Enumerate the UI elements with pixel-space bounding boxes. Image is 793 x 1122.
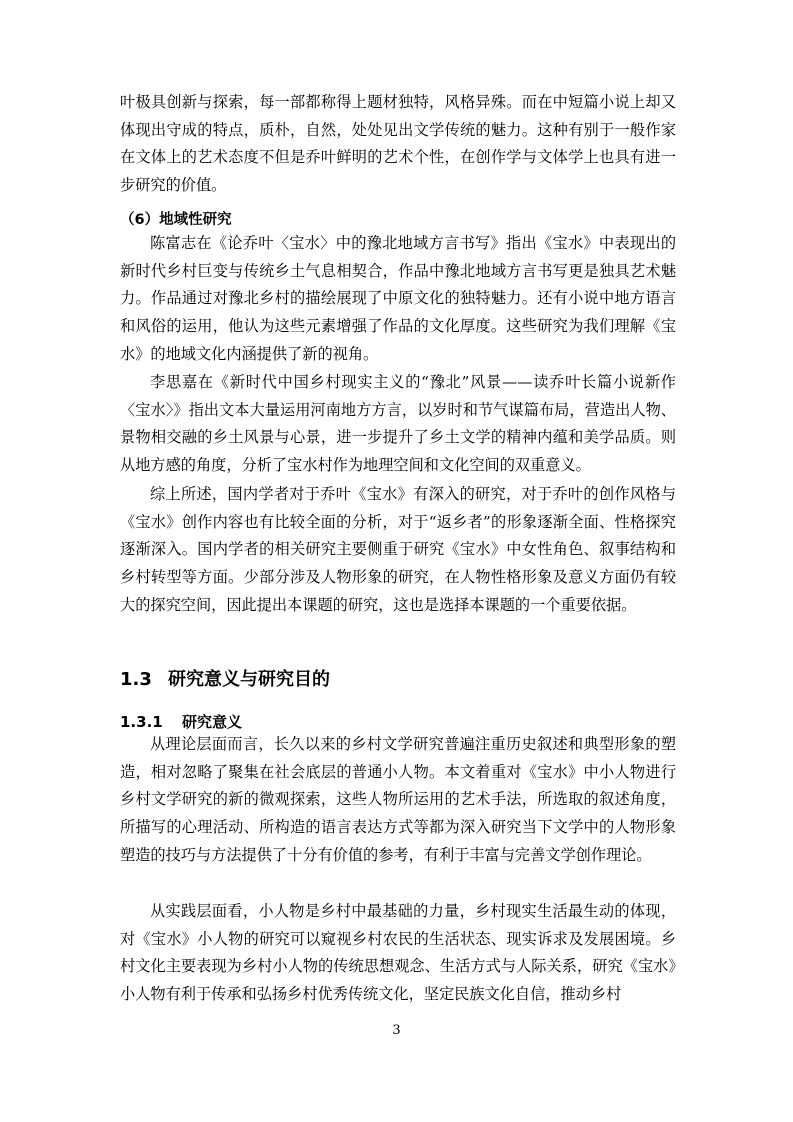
- section-title: 研究意义与研究目的: [168, 669, 330, 690]
- paragraph-summary: 综上所述，国内学者对于乔叶《宝水》有深入的研究，对于乔叶的创作风格与《宝水》创作内容也有比较全面的分析，对于“返乡者”的形象逐渐全面、性格探究逐渐深入。国内学者的相关研究主要侧重于研究《宝水》中女性角色、叙事结构和乡村转型等方面。少部分涉及人物形象的研究，在人物性格形象及意义方面仍有较大的探究空间，因此提出本课题的研究，这也是选择本课题的一个重要依据。: [120, 485, 676, 614]
- paragraph-chen-fuzhi: 陈富志在《论乔叶〈宝水〉中的豫北地域方言书写》指出《宝水》中表现出的新时代乡村巨变与传统乡土气息相契合，作品中豫北地域方言书写更是独具艺术魅力。作品通过对豫北乡村的描绘展现了中原文化的独特魅力。还有小说中地方语言和风俗的运用，他认为这些元素增强了作品的文化厚度。这些研究为我们理解《宝水》的地域文化内涵提供了新的视角。: [120, 234, 676, 363]
- subheading-regional-research: （6）地域性研究: [120, 212, 232, 228]
- paragraph-practical-significance: 从实践层面看，小人物是乡村中最基础的力量，乡村现实生活最生动的体现，对《宝水》小人物的研究可以窥视乡村农民的生活状态、现实诉求及发展困境。乡村文化主要表现为乡村小人物的传统思想观念、生活方式与人际关系，研究《宝水》小人物有利于传承和弘扬乡村优秀传统文化，坚定民族文化自信，推动乡村: [120, 902, 676, 1004]
- paragraph-theoretical-significance: 从理论层面而言，长久以来的乡村文学研究普遍注重历史叙述和典型形象的塑造，相对忽略了聚集在社会底层的普通小人物。本文着重对《宝水》中小人物进行乡村文学研究的新的微观探索，这些人物所运用的艺术手法，所选取的叙述角度，所描写的心理活动、所构造的语言表达方式等都为深入研究当下文学中的人物形象塑造的技巧与方法提供了十分有价值的参考，有利于丰富与完善文学创作理论。: [120, 735, 676, 864]
- subsection-heading-1-3-1: [120, 711, 242, 732]
- page-number: 3: [392, 1023, 401, 1038]
- section-number: 1.3: [120, 669, 152, 690]
- subsection-number: 1.3.1: [120, 713, 163, 731]
- paragraph-li-sijia: 李思嘉在《新时代中国乡村现实主义的“豫北”风景——读乔叶长篇小说新作〈宝水〉》指出文本大量运用河南地方方言，以岁时和节气谋篇布局，营造出人物、景物相交融的乡土风景与心景，进一步提升了乡土文学的精神内蕴和美学品质。则从地方感的角度，分析了宝水村作为地理空间和文化空间的双重意义。: [120, 373, 676, 475]
- section-heading-1-3: [120, 665, 330, 691]
- subsection-title: 研究意义: [182, 713, 243, 731]
- paragraph-intro-continuation: 叶极具创新与探索，每一部都称得上题材独特，风格异殊。而在中短篇小说上却又体现出守成的特点，质朴，自然，处处见出文学传统的魅力。这种有别于一般作家在文体上的艺术态度不但是乔叶鲜明的艺术个性，在创作学与文体学上也具有进一步研究的价值。: [120, 93, 676, 195]
